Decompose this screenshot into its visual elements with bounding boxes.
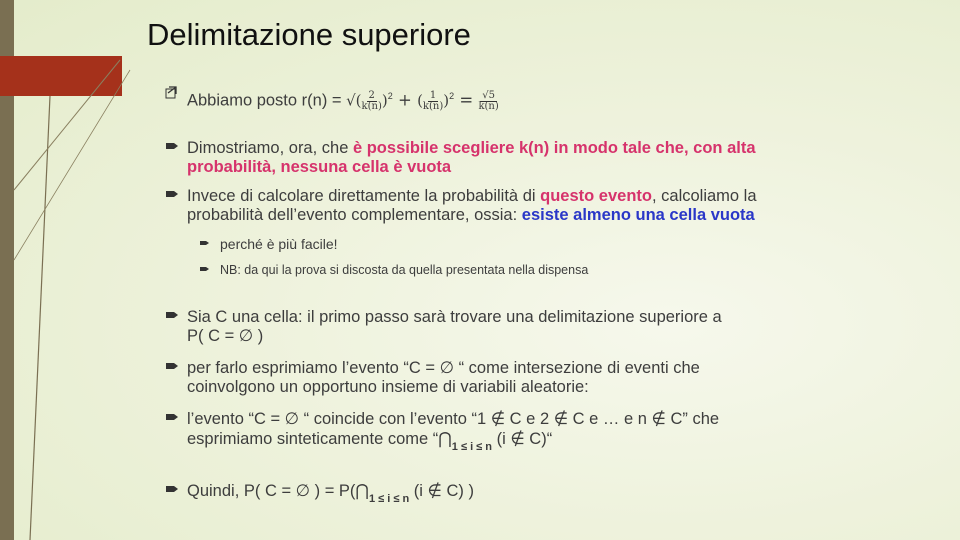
bullet-text-part: Sia C una cella: il primo passo sarà trovare una delimitazione superiore a xyxy=(187,308,722,326)
fraction-denominator: k(n) xyxy=(361,101,382,113)
bullet-text-part: l’evento “C = ∅ “ coincide con l’evento “1 ∉ C e 2 ∉ C e … e n ∉ C” che xyxy=(187,410,720,428)
slide-title: Delimitazione superiore xyxy=(147,17,471,52)
pointer-bullet-icon xyxy=(165,308,179,322)
fraction-numerator: 2 xyxy=(368,90,375,102)
pointer-bullet-icon xyxy=(200,264,210,274)
bullet-text-part: per farlo esprimiamo l’evento “C = ∅ “ come intersezione di eventi che xyxy=(187,359,700,377)
pointer-bullet-icon xyxy=(165,359,179,373)
pointer-bullet-icon xyxy=(165,139,179,153)
bullet-text-part: Invece di calcolare direttamente la probabilità di xyxy=(187,187,541,205)
bullet-text-part: coinvolgono un opportuno insieme di variabili aleatorie: xyxy=(187,378,589,396)
bullet-text-part: esprimiamo sinteticamente come “⋂ xyxy=(187,430,452,448)
highlight-text: probabilità, nessuna cella è vuota xyxy=(187,158,452,176)
exponent: 2 xyxy=(387,91,393,101)
fraction-denominator: k(n) xyxy=(478,101,499,113)
highlight-text: è possibile scegliere k(n) in modo tale che, con alta xyxy=(352,139,756,157)
exponent: 2 xyxy=(449,91,455,101)
bullet-text-part: P( C = ∅ ) xyxy=(187,327,264,345)
sub-bullet-text: NB: da qui la prova si discosta da quella presentata nella dispensa xyxy=(220,263,589,277)
sub-bullet-text: perché è più facile! xyxy=(220,236,338,252)
bullet-text-part: , calcoliamo la xyxy=(651,187,757,205)
highlight-text: questo evento xyxy=(540,187,652,205)
checkbox-arrow-icon xyxy=(165,85,179,99)
bullet-text-part: probabilità dell’evento complementare, ossia: xyxy=(187,206,522,224)
pointer-bullet-icon xyxy=(165,410,179,424)
pointer-bullet-icon xyxy=(200,238,210,248)
bullet-text-part: (i ∉ C) ) xyxy=(409,482,474,500)
pointer-bullet-icon xyxy=(165,187,179,201)
bullet-text-part: (i ∉ C)“ xyxy=(492,430,553,448)
fraction-denominator: k(n) xyxy=(422,101,444,113)
highlight-text: esiste almeno una cella vuota xyxy=(521,206,755,224)
intersection-subscript: 1 ≤ i ≤ n xyxy=(368,493,410,505)
bullet-text-part: Dimostriamo, ora, che xyxy=(187,139,353,157)
bullet-text-part: Quindi, P( C = ∅ ) = P(⋂ xyxy=(187,482,369,500)
bullet-formula-prefix: Abbiamo posto r(n) = xyxy=(187,91,347,110)
fraction-numerator: 1 xyxy=(429,90,437,102)
pointer-bullet-icon xyxy=(165,482,179,496)
intersection-subscript: 1 ≤ i ≤ n xyxy=(451,441,492,453)
fraction-numerator: √5 xyxy=(482,90,495,102)
